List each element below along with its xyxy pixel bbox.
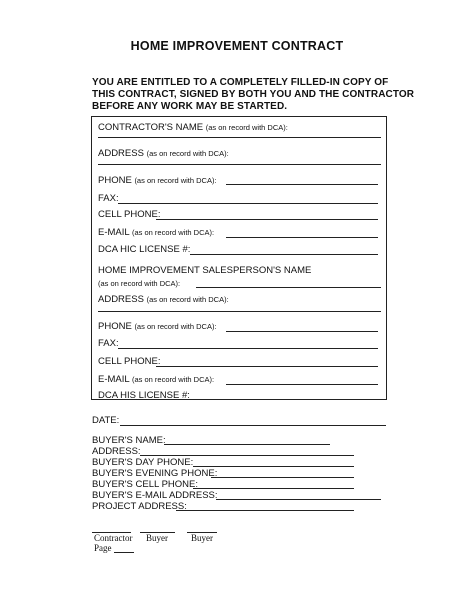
contractor-phone-field[interactable] bbox=[226, 184, 378, 185]
contractor-initials-label: Contractor bbox=[94, 533, 133, 543]
contractor-email-field[interactable] bbox=[226, 237, 378, 238]
contract-title: HOME IMPROVEMENT CONTRACT bbox=[130, 39, 344, 53]
contractor-cell-field[interactable] bbox=[156, 219, 378, 220]
contractor-license-label: DCA HIC LICENSE #: bbox=[98, 244, 191, 255]
buyer-cell-phone-field[interactable] bbox=[193, 488, 354, 489]
page-label: Page bbox=[94, 543, 112, 553]
buyer-initials-label-1: Buyer bbox=[146, 533, 168, 543]
buyer-initials-label-2: Buyer bbox=[191, 533, 213, 543]
salesperson-phone-field[interactable] bbox=[226, 331, 378, 332]
contractor-info-box bbox=[91, 116, 387, 400]
contractor-cell-label: CELL PHONE: bbox=[98, 209, 161, 220]
salesperson-name-note: (as on record with DCA): bbox=[98, 279, 181, 288]
date-field[interactable] bbox=[120, 425, 386, 426]
page-number-field[interactable] bbox=[114, 552, 134, 553]
salesperson-address-field[interactable] bbox=[98, 311, 381, 312]
salesperson-license-label: DCA HIS LICENSE #: bbox=[98, 390, 190, 401]
salesperson-cell-field[interactable] bbox=[156, 366, 378, 367]
salesperson-phone-label: PHONE (as on record with DCA): bbox=[98, 321, 217, 332]
notice-line-2: THIS CONTRACT, SIGNED BY BOTH YOU AND THE CONTRACTOR bbox=[92, 89, 415, 100]
date-label: DATE: bbox=[92, 415, 120, 426]
contractor-email-label: E-MAIL (as on record with DCA): bbox=[98, 227, 215, 238]
salesperson-license-field[interactable] bbox=[190, 399, 378, 400]
contractor-fax-label: FAX: bbox=[98, 193, 119, 204]
salesperson-email-field[interactable] bbox=[226, 384, 378, 385]
notice-line-3: BEFORE ANY WORK MAY BE STARTED. bbox=[92, 101, 288, 112]
buyer-cell-phone-label: BUYER'S CELL PHONE: bbox=[92, 479, 198, 490]
contractor-address-field[interactable] bbox=[98, 164, 381, 165]
contractor-address-label: ADDRESS (as on record with DCA): bbox=[98, 148, 229, 159]
buyer-evening-phone-field[interactable] bbox=[211, 477, 354, 478]
salesperson-address-label: ADDRESS (as on record with DCA): bbox=[98, 294, 229, 305]
contractor-name-label: CONTRACTOR'S NAME (as on record with DCA): bbox=[98, 122, 288, 133]
contractor-phone-label: PHONE (as on record with DCA): bbox=[98, 175, 217, 186]
salesperson-heading: HOME IMPROVEMENT SALESPERSON'S NAME bbox=[98, 265, 312, 276]
buyer-address-field[interactable] bbox=[140, 455, 354, 456]
contractor-name-field[interactable] bbox=[98, 137, 381, 138]
salesperson-fax-label: FAX: bbox=[98, 338, 119, 349]
salesperson-fax-field[interactable] bbox=[118, 348, 378, 349]
notice-line-1: YOU ARE ENTITLED TO A COMPLETELY FILLED-IN COPY OF bbox=[92, 77, 389, 88]
salesperson-cell-label: CELL PHONE: bbox=[98, 356, 161, 367]
buyer-email-label: BUYER'S E-MAIL ADDRESS: bbox=[92, 490, 218, 501]
buyer-day-phone-field[interactable] bbox=[193, 466, 354, 467]
buyer-day-phone-label: BUYER'S DAY PHONE: bbox=[92, 457, 194, 468]
project-address-field[interactable] bbox=[176, 510, 354, 511]
buyer-name-field[interactable] bbox=[164, 444, 330, 445]
buyer-name-label: BUYER'S NAME: bbox=[92, 435, 166, 446]
project-address-label: PROJECT ADDRESS: bbox=[92, 501, 187, 512]
salesperson-name-field[interactable] bbox=[196, 287, 381, 288]
buyer-email-field[interactable] bbox=[216, 499, 381, 500]
buyer-address-label: ADDRESS: bbox=[92, 446, 141, 457]
notice-text bbox=[92, 77, 422, 113]
contractor-fax-field[interactable] bbox=[118, 203, 378, 204]
buyer-evening-phone-label: BUYER'S EVENING PHONE: bbox=[92, 468, 218, 479]
salesperson-email-label: E-MAIL (as on record with DCA): bbox=[98, 374, 215, 385]
contractor-license-field[interactable] bbox=[190, 254, 378, 255]
